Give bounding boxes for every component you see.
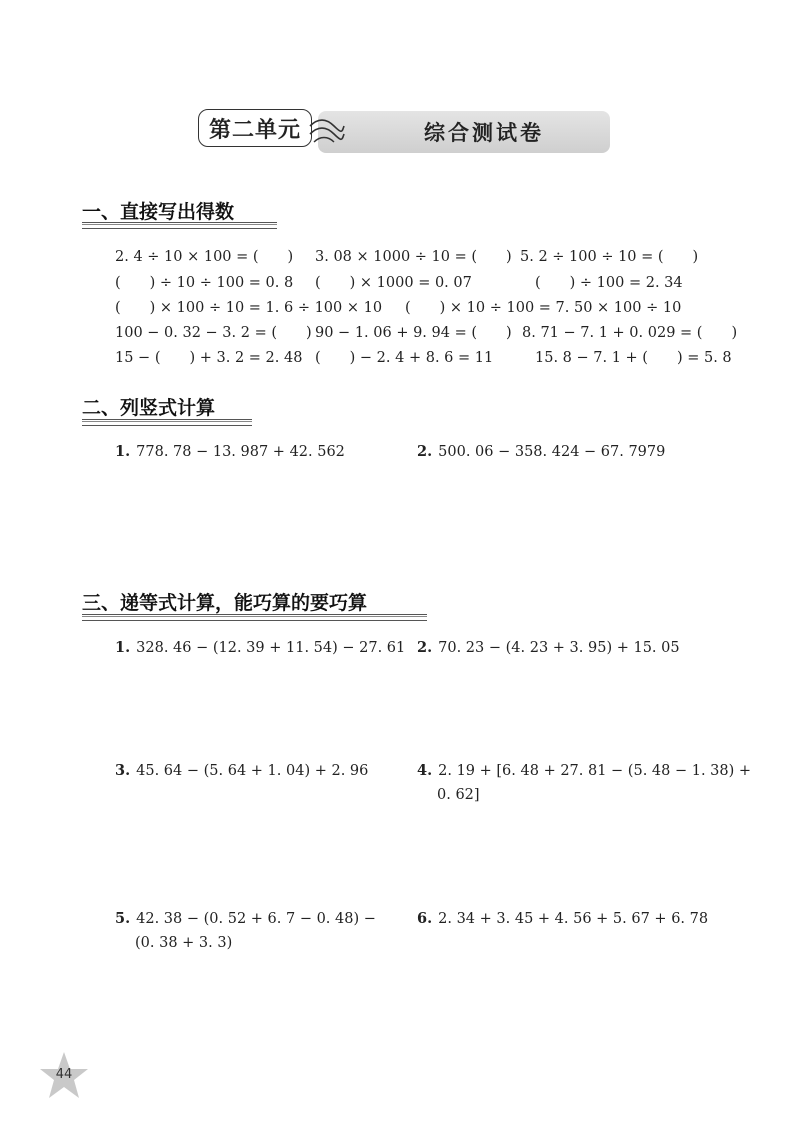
problem-text: 42. 38 − (0. 52 + 6. 7 − 0. 48) − — [136, 911, 376, 927]
problem-number: 5. — [115, 910, 131, 927]
problem-number: 1. — [115, 639, 131, 656]
s1-r4-c2: 90 − 1. 06 + 9. 94 = ( ) — [315, 325, 512, 341]
problem-number: 1. — [115, 443, 131, 460]
s3-problem-6 — [417, 910, 708, 927]
problem-text: 328. 46 − (12. 39 + 11. 54) − 27. 61 — [136, 640, 406, 656]
section3-title: 三、递等式计算，能巧算的要巧算 — [82, 592, 368, 614]
problem-number: 6. — [417, 910, 433, 927]
s1-r4-c1: 100 − 0. 32 − 3. 2 = ( ) — [115, 325, 312, 341]
s1-r1-c2: 3. 08 × 1000 ÷ 10 = ( ) — [315, 249, 512, 265]
s3-problem-4 — [417, 762, 751, 779]
problem-text: 778. 78 − 13. 987 + 42. 562 — [136, 444, 345, 460]
section2-title: 二、列竖式计算 — [82, 397, 216, 419]
s1-r3-c2: ( ) × 10 ÷ 100 = 7. 50 × 100 ÷ 10 — [405, 300, 682, 316]
s1-r1-c1: 2. 4 ÷ 10 × 100 = ( ) — [115, 249, 294, 265]
s1-r5-c2: ( ) − 2. 4 + 8. 6 = 11 — [315, 350, 494, 366]
section1-underline — [82, 222, 277, 229]
problem-text: 70. 23 − (4. 23 + 3. 95) + 15. 05 — [438, 640, 680, 656]
test-title: 综合测试卷 — [424, 121, 544, 145]
s1-r5-c1: 15 − ( ) + 3. 2 = 2. 48 — [115, 350, 303, 366]
s3-problem-4-continued: 0. 62] — [437, 787, 480, 803]
s1-r5-c3: 15. 8 − 7. 1 + ( ) = 5. 8 — [535, 350, 732, 366]
swirl-ornament-icon — [306, 114, 346, 150]
section2-underline — [82, 419, 252, 426]
problem-number: 4. — [417, 762, 433, 779]
problem-text: 2. 34 + 3. 45 + 4. 56 + 5. 67 + 6. 78 — [438, 911, 709, 927]
problem-text: 45. 64 − (5. 64 + 1. 04) + 2. 96 — [136, 763, 369, 779]
s2-problem-1 — [115, 443, 345, 460]
s3-problem-1 — [115, 639, 405, 656]
problem-number: 2. — [417, 443, 433, 460]
s1-r3-c1: ( ) × 100 ÷ 10 = 1. 6 ÷ 100 × 10 — [115, 300, 383, 316]
s1-r4-c3: 8. 71 − 7. 1 + 0. 029 = ( ) — [522, 325, 738, 341]
s3-problem-5-continued: (0. 38 + 3. 3) — [135, 935, 233, 951]
problem-number: 3. — [115, 762, 131, 779]
problem-text: 500. 06 − 358. 424 − 67. 7979 — [438, 444, 666, 460]
section3-underline — [82, 614, 427, 621]
s3-problem-3 — [115, 762, 368, 779]
unit-label-box — [198, 109, 312, 147]
s3-problem-2 — [417, 639, 680, 656]
s1-r2-c3: ( ) ÷ 100 = 2. 34 — [535, 275, 683, 291]
s1-r2-c1: ( ) ÷ 10 ÷ 100 = 0. 8 — [115, 275, 294, 291]
s2-problem-2 — [417, 443, 665, 460]
problem-text: 2. 19 + [6. 48 + 27. 81 − (5. 48 − 1. 38) + — [438, 763, 752, 779]
s1-r2-c2: ( ) × 1000 = 0. 07 — [315, 275, 472, 291]
unit-label: 第二单元 — [208, 117, 301, 143]
page-number: 44 — [55, 1067, 73, 1082]
test-title-banner — [318, 111, 610, 153]
problem-number: 2. — [417, 639, 433, 656]
s3-problem-5 — [115, 910, 376, 927]
section1-title: 一、直接写出得数 — [82, 201, 235, 223]
s1-r1-c3: 5. 2 ÷ 100 ÷ 10 = ( ) — [520, 249, 699, 265]
